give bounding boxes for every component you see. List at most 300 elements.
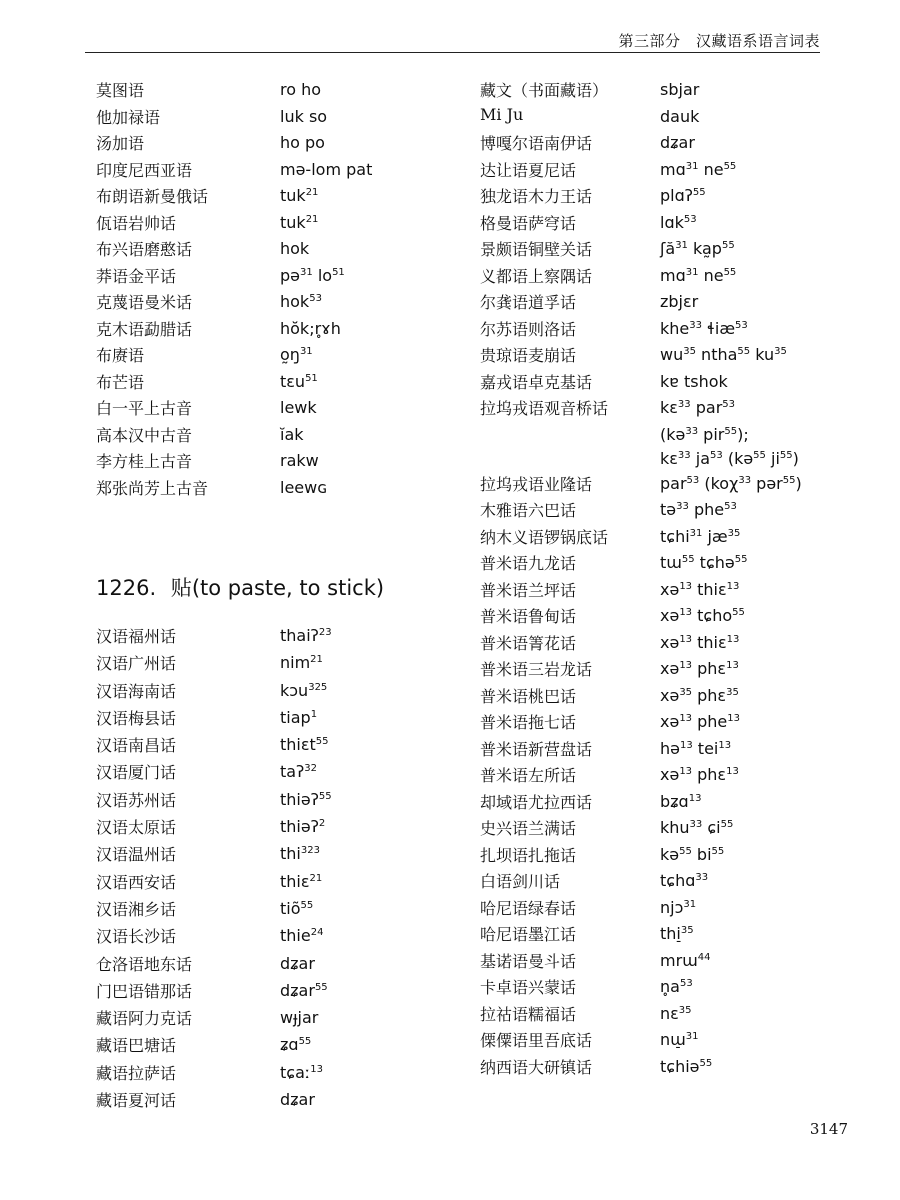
entry-row bbox=[480, 604, 840, 631]
word-form bbox=[280, 372, 318, 391]
language-name: 仓洛语地东话 bbox=[96, 954, 193, 974]
form-text: dʑar bbox=[280, 980, 315, 1000]
form-text: ʃă bbox=[660, 239, 676, 258]
word-form bbox=[660, 160, 736, 179]
word-form bbox=[660, 213, 697, 232]
right-column bbox=[480, 78, 840, 1081]
form-text: tɯ bbox=[660, 553, 682, 573]
form-text: ja bbox=[690, 449, 710, 469]
word-form bbox=[660, 633, 739, 652]
tone-superscript: 55 bbox=[711, 845, 725, 857]
language-name: 普米语三岩龙话 bbox=[480, 660, 593, 680]
form-text: plɑʔ bbox=[660, 186, 693, 205]
tone-superscript: 32 bbox=[304, 763, 317, 775]
language-name: 格曼语萨穹话 bbox=[480, 213, 577, 233]
language-name: Mi Ju bbox=[480, 104, 524, 124]
tone-superscript: 13 bbox=[679, 580, 693, 592]
language-name: 傈僳语里吾底话 bbox=[480, 1031, 593, 1051]
form-text: lo bbox=[312, 265, 333, 285]
entry-row bbox=[480, 131, 840, 158]
language-name: 普米语箐花话 bbox=[480, 633, 577, 653]
tone-superscript: 44 bbox=[697, 951, 711, 963]
entry-row bbox=[480, 184, 840, 211]
word-form bbox=[280, 790, 332, 809]
word-form bbox=[280, 319, 341, 338]
tone-superscript: 55 bbox=[315, 736, 329, 748]
form-text: ji bbox=[765, 449, 780, 469]
word-form bbox=[660, 186, 706, 205]
entry-row bbox=[480, 631, 840, 658]
form-text: mɑ bbox=[660, 265, 686, 285]
form-text: nɯ̠ bbox=[660, 1030, 686, 1050]
word-form bbox=[660, 765, 739, 784]
language-name: 汉语厦门话 bbox=[96, 763, 177, 783]
form-text: tei bbox=[692, 738, 719, 758]
left-column bbox=[96, 78, 456, 1115]
word-form bbox=[660, 553, 747, 572]
word-form bbox=[660, 319, 748, 338]
form-text: xə bbox=[660, 685, 680, 705]
form-text: (kə bbox=[660, 424, 686, 444]
language-name: 汉语长沙话 bbox=[96, 927, 177, 947]
form-text: dʑar bbox=[280, 953, 315, 973]
language-name: 他加禄语 bbox=[96, 107, 161, 127]
tone-superscript: 31 bbox=[683, 898, 697, 910]
form-text: luk so bbox=[280, 106, 328, 126]
language-name: 汉语南昌话 bbox=[96, 736, 177, 756]
word-form bbox=[660, 133, 695, 152]
form-text: thiɛ bbox=[692, 632, 727, 652]
entry-row bbox=[480, 370, 840, 397]
form-text: phe bbox=[692, 712, 728, 732]
entry-row bbox=[96, 897, 456, 924]
language-name: 克木语勐腊话 bbox=[96, 319, 193, 339]
entry-row bbox=[96, 624, 456, 651]
tone-superscript: 13 bbox=[679, 660, 693, 672]
language-name: 木雅语六巴话 bbox=[480, 501, 577, 521]
form-text: xə bbox=[660, 659, 680, 679]
form-text: kɛ bbox=[660, 398, 678, 417]
language-name: 基诺语曼斗话 bbox=[480, 951, 577, 971]
word-form bbox=[660, 739, 731, 758]
language-name: 达让语夏尼话 bbox=[480, 160, 577, 180]
word-form bbox=[660, 712, 740, 731]
tone-superscript: 35 bbox=[680, 925, 694, 937]
word-form bbox=[660, 266, 736, 285]
form-text: jæ bbox=[702, 526, 728, 546]
form-text: o̰ŋ bbox=[280, 345, 300, 364]
form-text: ĭak bbox=[280, 424, 304, 444]
entry-row bbox=[480, 763, 840, 790]
entry-row bbox=[480, 684, 840, 711]
language-name: 扎坝语扎拖话 bbox=[480, 845, 577, 865]
tone-superscript: 31 bbox=[300, 266, 313, 278]
language-name: 卡卓语兴蒙话 bbox=[480, 978, 577, 998]
language-name: 藏语阿力克话 bbox=[96, 1009, 193, 1029]
form-text: ) bbox=[795, 473, 802, 493]
entry-row bbox=[480, 211, 840, 238]
tone-superscript: 31 bbox=[685, 266, 699, 278]
language-name: 普米语兰坪话 bbox=[480, 580, 577, 600]
entry-row bbox=[480, 396, 840, 423]
entry-row bbox=[480, 78, 840, 105]
entry-row bbox=[480, 158, 840, 185]
word-form bbox=[660, 977, 693, 996]
language-name: 拉坞戎语观音桥话 bbox=[480, 399, 609, 418]
entry-row bbox=[480, 551, 840, 578]
form-text: xə bbox=[660, 606, 680, 626]
form-text: xə bbox=[660, 712, 680, 732]
word-form bbox=[660, 80, 699, 99]
word-form bbox=[280, 653, 323, 672]
language-name: 普米语桃巴话 bbox=[480, 686, 577, 706]
tone-superscript: 33 bbox=[676, 501, 689, 513]
language-name: 纳木义语锣锅底话 bbox=[480, 527, 609, 547]
language-name: 汉语太原话 bbox=[96, 818, 177, 838]
form-text: hə bbox=[660, 738, 680, 758]
form-text: hŏk;r̥ɤh bbox=[280, 318, 341, 338]
tone-superscript: 31 bbox=[685, 160, 699, 172]
tone-superscript: 55 bbox=[723, 266, 737, 278]
language-name: 尔龚语道孚话 bbox=[480, 293, 577, 312]
tone-superscript: 323 bbox=[300, 845, 320, 857]
word-form bbox=[280, 160, 372, 179]
section-headword: 贴 bbox=[170, 576, 192, 600]
tone-superscript: 55 bbox=[721, 240, 735, 251]
tone-superscript: 21 bbox=[305, 213, 319, 225]
language-name: 尔苏语则洛话 bbox=[480, 319, 577, 339]
form-text: khu bbox=[660, 818, 690, 838]
entry-row bbox=[480, 657, 840, 684]
tone-superscript: 55 bbox=[779, 450, 793, 462]
tone-superscript: 53 bbox=[683, 213, 697, 225]
form-text: sbjar bbox=[660, 80, 700, 99]
word-form bbox=[660, 1030, 698, 1049]
form-text: ne bbox=[698, 265, 724, 285]
tone-superscript: 21 bbox=[305, 187, 319, 198]
tone-superscript: 21 bbox=[309, 872, 323, 884]
tone-superscript: 325 bbox=[308, 681, 328, 693]
form-text: n̥a bbox=[660, 977, 680, 997]
word-form bbox=[280, 398, 317, 417]
tone-superscript: 55 bbox=[679, 845, 692, 857]
language-name: 藏语巴塘话 bbox=[96, 1036, 177, 1056]
entry-row bbox=[480, 498, 840, 525]
tone-superscript: 35 bbox=[727, 527, 741, 539]
language-name: 普米语新营盘话 bbox=[480, 739, 593, 759]
section-heading bbox=[96, 572, 456, 622]
form-text: dauk bbox=[660, 106, 700, 126]
tone-superscript: 2 bbox=[318, 818, 326, 830]
language-name: 普米语左所话 bbox=[480, 766, 577, 786]
word-form bbox=[280, 899, 313, 918]
entry-row bbox=[480, 423, 840, 448]
form-text: bʑɑ bbox=[660, 791, 689, 811]
entry-row bbox=[96, 343, 456, 370]
word-form bbox=[660, 924, 694, 943]
entry-row bbox=[96, 706, 456, 733]
language-name: 汉语广州话 bbox=[96, 654, 177, 674]
form-text: tə bbox=[660, 500, 677, 520]
form-text: mə-lom pat bbox=[280, 159, 373, 179]
tone-superscript: 13 bbox=[726, 766, 739, 778]
form-text: thiəʔ bbox=[280, 817, 319, 837]
entry-row bbox=[96, 815, 456, 842]
tone-superscript: 33 bbox=[695, 872, 709, 884]
language-name: 义都语上察隅话 bbox=[480, 266, 593, 286]
word-form bbox=[280, 345, 313, 364]
form-text: tɕhi bbox=[660, 526, 690, 546]
word-form bbox=[280, 133, 325, 152]
word-form bbox=[660, 425, 749, 444]
word-form bbox=[280, 478, 327, 497]
language-name: 景颇语铜壁关话 bbox=[480, 240, 593, 259]
form-text: nim bbox=[280, 653, 311, 673]
entry-row bbox=[480, 975, 840, 1002]
word-form bbox=[280, 107, 327, 126]
form-text: kɛ bbox=[660, 449, 678, 469]
language-name: 白语剑川话 bbox=[480, 872, 561, 892]
word-form bbox=[280, 1035, 311, 1054]
section-gloss: (to paste, to stick) bbox=[191, 576, 385, 600]
word-form bbox=[660, 239, 735, 258]
tone-superscript: 35 bbox=[679, 686, 693, 698]
tone-superscript: 55 bbox=[723, 160, 737, 172]
entry-row bbox=[480, 816, 840, 843]
word-form bbox=[660, 871, 708, 890]
entry-row bbox=[96, 788, 456, 815]
word-form bbox=[280, 451, 319, 470]
form-text: nɛ bbox=[660, 1003, 679, 1023]
language-name: 普米语九龙话 bbox=[480, 554, 577, 574]
tone-superscript: 31 bbox=[299, 346, 313, 357]
language-name: 印度尼西亚语 bbox=[96, 160, 193, 180]
word-form bbox=[280, 1063, 323, 1082]
word-form bbox=[280, 844, 320, 863]
header-rule bbox=[85, 52, 820, 53]
form-text: hok bbox=[280, 239, 310, 258]
language-name: 哈尼语绿春话 bbox=[480, 898, 577, 918]
form-text: (koχ bbox=[699, 473, 739, 493]
entry-row bbox=[96, 733, 456, 760]
tone-superscript: 53 bbox=[679, 978, 693, 990]
language-name: 博嘎尔语南伊话 bbox=[480, 134, 593, 153]
language-name: 布兴语磨憨话 bbox=[96, 240, 193, 259]
form-text: mrɯ bbox=[660, 950, 698, 970]
tone-superscript: 55 bbox=[732, 607, 745, 619]
entry-row bbox=[480, 737, 840, 764]
tone-superscript: 24 bbox=[310, 927, 324, 939]
word-form bbox=[660, 1004, 692, 1023]
form-text: tɕhə bbox=[694, 553, 735, 573]
entry-row bbox=[480, 896, 840, 923]
form-text: thiɛ bbox=[280, 871, 310, 891]
form-text: phɛ bbox=[692, 685, 727, 705]
tone-superscript: 35 bbox=[774, 346, 787, 357]
form-text: ho po bbox=[280, 133, 325, 152]
tone-superscript: 51 bbox=[305, 372, 318, 384]
word-form bbox=[280, 425, 304, 444]
entry-row bbox=[96, 476, 456, 503]
word-form bbox=[660, 474, 802, 493]
language-name: 白一平上古音 bbox=[96, 399, 193, 418]
tone-superscript: 13 bbox=[679, 739, 693, 751]
word-form bbox=[660, 898, 696, 917]
form-text: ɬiæ bbox=[701, 318, 736, 338]
tone-superscript: 35 bbox=[678, 1004, 692, 1016]
form-text: tɕhɑ bbox=[660, 871, 696, 891]
tone-superscript: 55 bbox=[737, 346, 751, 357]
form-text: xə bbox=[660, 632, 680, 652]
form-text: tiap bbox=[280, 707, 311, 727]
entry-row bbox=[480, 1002, 840, 1029]
form-text: phe bbox=[688, 500, 725, 520]
word-form bbox=[660, 818, 733, 837]
tone-superscript: 35 bbox=[726, 686, 739, 698]
language-name: 嘉戎语卓克基话 bbox=[480, 372, 593, 392]
entry-row bbox=[480, 1055, 840, 1082]
entry-row bbox=[96, 760, 456, 787]
entry-row bbox=[96, 264, 456, 291]
form-text: par bbox=[690, 398, 723, 417]
tone-superscript: 55 bbox=[699, 1057, 713, 1069]
language-name: 普米语拖七话 bbox=[480, 713, 577, 733]
tone-superscript: 33 bbox=[689, 319, 702, 331]
form-text: tiõ bbox=[280, 898, 301, 918]
entry-row bbox=[96, 1088, 456, 1115]
language-name: 汤加语 bbox=[96, 134, 145, 153]
word-form bbox=[660, 345, 787, 364]
word-form bbox=[280, 213, 318, 232]
section-number: 1226. bbox=[96, 576, 157, 600]
word-form bbox=[660, 292, 698, 311]
form-text: tɛu bbox=[280, 371, 306, 391]
form-text: taʔ bbox=[280, 762, 305, 782]
entry-row bbox=[96, 842, 456, 869]
form-text: tɕaː bbox=[280, 1062, 311, 1082]
form-text: thie bbox=[280, 926, 311, 946]
word-form bbox=[280, 1090, 315, 1109]
language-name: 莽语金平话 bbox=[96, 266, 177, 286]
word-form bbox=[280, 926, 323, 945]
entry-row bbox=[96, 317, 456, 344]
form-text: dʑar bbox=[280, 1090, 315, 1110]
word-form bbox=[660, 951, 710, 970]
language-name: 汉语苏州话 bbox=[96, 790, 177, 810]
tone-superscript: 33 bbox=[738, 474, 752, 486]
entry-row bbox=[480, 237, 840, 264]
form-text: ne bbox=[698, 159, 724, 179]
tone-superscript: 53 bbox=[686, 474, 700, 486]
entry-row bbox=[480, 447, 840, 472]
tone-superscript: 55 bbox=[314, 981, 328, 993]
form-text: pər bbox=[751, 473, 783, 493]
word-form bbox=[280, 954, 315, 973]
tone-superscript: 33 bbox=[677, 399, 691, 410]
tone-superscript: 55 bbox=[782, 474, 796, 486]
language-name: 郑张尚芳上古音 bbox=[96, 478, 209, 498]
tone-superscript: 55 bbox=[681, 554, 695, 566]
word-form bbox=[660, 372, 728, 391]
tone-superscript: 55 bbox=[318, 790, 332, 802]
entry-row bbox=[96, 1006, 456, 1033]
language-name: 普米语鲁甸话 bbox=[480, 607, 577, 627]
entry-row bbox=[96, 1061, 456, 1088]
tone-superscript: 53 bbox=[309, 293, 322, 304]
word-form bbox=[280, 1008, 318, 1027]
word-form bbox=[660, 659, 739, 678]
language-name: 布芒语 bbox=[96, 372, 145, 392]
tone-superscript: 53 bbox=[710, 450, 723, 462]
language-name: 拉祜语糯福话 bbox=[480, 1004, 577, 1024]
tone-superscript: 53 bbox=[724, 501, 737, 513]
form-text: bi bbox=[691, 844, 712, 864]
language-name: 汉语西安话 bbox=[96, 872, 177, 892]
entry-row bbox=[480, 922, 840, 949]
word-form bbox=[280, 681, 327, 700]
tone-superscript: 33 bbox=[677, 450, 691, 462]
form-text: pə bbox=[280, 265, 300, 285]
form-text: rakw bbox=[280, 451, 319, 470]
tone-superscript: 13 bbox=[726, 660, 739, 672]
entry-row bbox=[480, 578, 840, 605]
form-text: xə bbox=[660, 765, 680, 785]
tone-superscript: 13 bbox=[718, 739, 732, 751]
form-text: kə bbox=[660, 844, 680, 864]
form-text: lewk bbox=[280, 398, 317, 417]
word-form bbox=[280, 735, 329, 754]
entry-row bbox=[480, 710, 840, 737]
entry-row bbox=[96, 131, 456, 158]
tone-superscript: 55 bbox=[298, 1036, 312, 1048]
tone-superscript: 53 bbox=[735, 319, 748, 331]
language-name: 纳西语大研镇话 bbox=[480, 1057, 593, 1077]
entry-row bbox=[480, 343, 840, 370]
tone-superscript: 51 bbox=[332, 266, 345, 278]
form-text: tuk bbox=[280, 186, 306, 205]
left-top-entries bbox=[96, 78, 456, 502]
language-name: 哈尼语墨江话 bbox=[480, 925, 577, 945]
tone-superscript: 13 bbox=[679, 766, 693, 778]
language-name: 汉语湘乡话 bbox=[96, 899, 177, 919]
form-text: thiɛt bbox=[280, 735, 316, 755]
entry-row bbox=[480, 843, 840, 870]
form-text: lɑk bbox=[660, 212, 684, 232]
word-form bbox=[660, 1057, 712, 1076]
language-name: 克蔑语曼米话 bbox=[96, 293, 193, 312]
entry-row bbox=[480, 869, 840, 896]
form-text: ro ho bbox=[280, 80, 322, 99]
tone-superscript: 31 bbox=[689, 527, 703, 539]
tone-superscript: 35 bbox=[683, 346, 696, 357]
entry-row bbox=[96, 1033, 456, 1060]
word-form bbox=[660, 845, 724, 864]
entry-row bbox=[96, 370, 456, 397]
entry-row bbox=[480, 317, 840, 344]
entry-row bbox=[96, 423, 456, 450]
form-text: (kə bbox=[722, 449, 754, 469]
tone-superscript: 1 bbox=[310, 708, 318, 720]
entry-row bbox=[480, 949, 840, 976]
entry-row bbox=[480, 264, 840, 291]
entry-row bbox=[480, 790, 840, 817]
word-form bbox=[660, 449, 799, 468]
tone-superscript: 13 bbox=[679, 607, 693, 619]
word-form bbox=[280, 266, 345, 285]
entry-row bbox=[480, 525, 840, 552]
word-form bbox=[660, 398, 735, 417]
tone-superscript: 53 bbox=[722, 399, 736, 410]
